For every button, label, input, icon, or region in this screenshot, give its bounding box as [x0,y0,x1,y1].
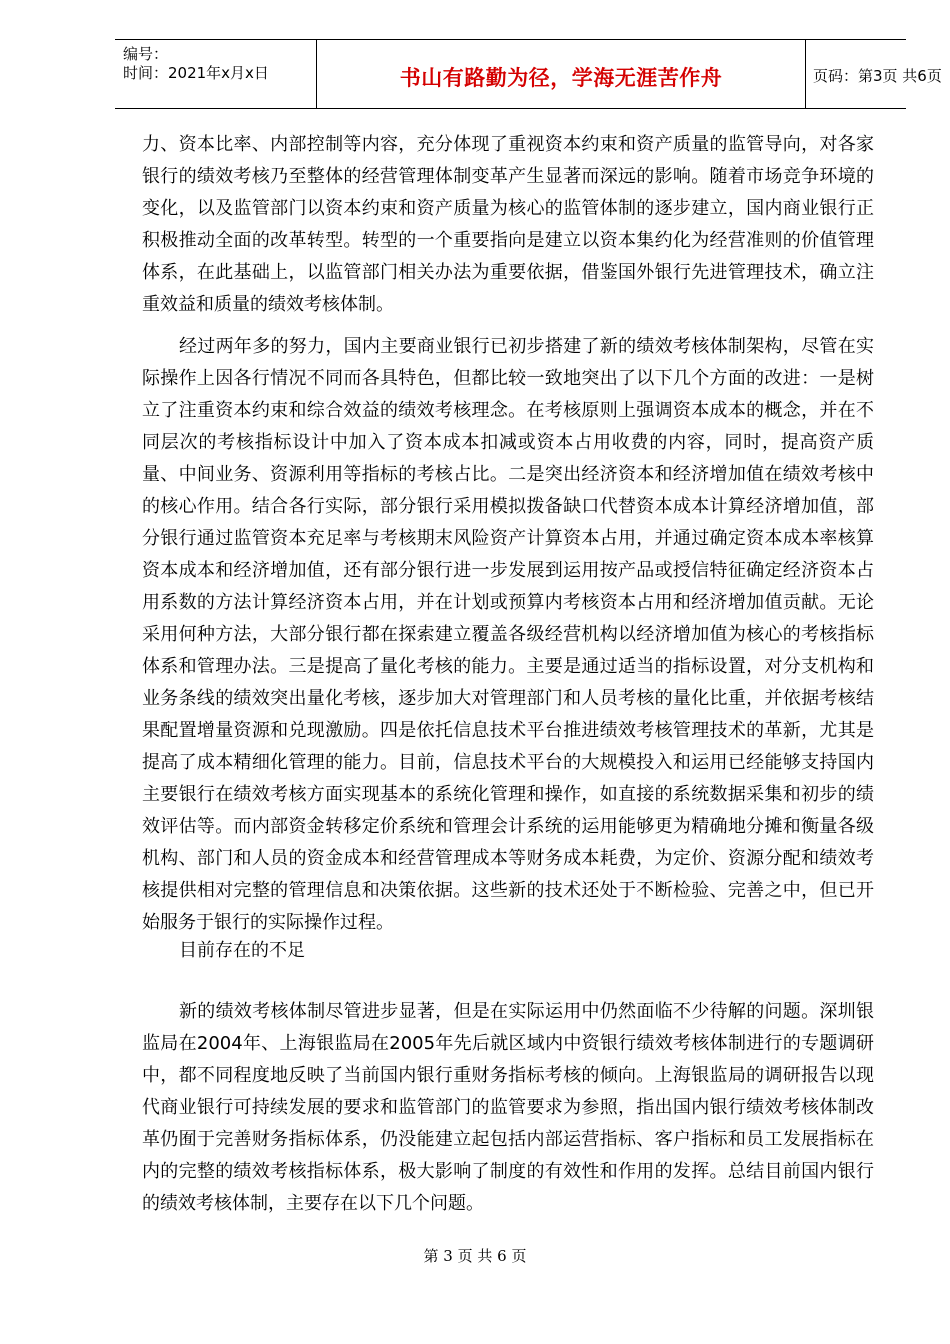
paragraph-2-block [142,331,874,939]
body-paragraph: 新的绩效考核体制尽管进步显著，但是在实际运用中仍然面临不少待解的问题。深圳银监局在2004年、上海银监局在2005年先后就区域内中资银行绩效考核体制进行的专题调研中，都不同程度地反映了当前国内银行重财务指标考核的倾向。上海银监局的调研报告以现代商业银行可持续发展的要求和监管部门的监管要求为参照，指出国内银行绩效考核体制改革仍囿于完善财务指标体系，仍没能建立起包括内部运营指标、客户指标和员工发展指标在内的完整的绩效考核指标体系，极大影响了制度的有效性和作用的发挥。总结目前国内银行的绩效考核体制，主要存在以下几个问题。 [142,1001,874,1214]
header-motto: 书山有路勤为径，学海无涯苦作舟 [399,65,723,90]
header-page-cell [805,40,942,108]
page-footer: 第 3 页 共 6 页 [423,1247,527,1265]
header-motto-cell [316,40,806,108]
document-header [115,39,942,109]
header-page-label: 页码：第3页 共6页 [813,67,942,85]
body-paragraph: 经过两年多的努力，国内主要商业银行已初步搭建了新的绩效考核体制架构，尽管在实际操作上因各行情况不同而各具特色，但都比较一致地突出了以下几个方面的改进：一是树立了注重资本约束和综合效益的绩效考核理念。在考核原则上强调资本成本的概念，并在不同层次的考核指标设计中加入了资本成本扣减或资本占用收费的内容，同时，提高资产质量、中间业务、资源利用等指标的考核占比。二是突出经济资本和经济增加值在绩效考核中的核心作用。结合各行实际，部分银行采用模拟拨备缺口代替资本成本计算经济增加值，部分银行通过监管资本充足率与考核期末风险资产计算资本占用，并通过确定资本成本率核算资本成本和经济增加值，还有部分银行进一步发展到运用按产品或授信特征确定经济资本占用系数的方法计算经济资本占用，并在计划或预算内考核资本占用和经济增加值贡献。无论采用何种方法，大部分银行都在探索建立覆盖各级经营机构以经济增加值为核心的考核指标体系和管理办法。三是提高了量化考核的能力。主要是通过适当的指标设置，对分支机构和业务条线的绩效突出量化考核，逐步加大对管理部门和人员考核的量化比重，并依据考核结果配置增量资源和兑现激励。四是依托信息技术平台推进绩效考核管理技术的革新，尤其是提高了成本精细化管理的能力。目前，信息技术平台的大规模投入和运用已经能够支持国内主要银行在绩效考核方面实现基本的系统化管理和操作，如直接的系统数据采集和初步的绩效评估等。而内部资金转移定价系统和管理会计系统的运用能够更为精确地分摊和衡量各级机构、部门和人员的资金成本和经营管理成本等财务成本耗费，为定价、资源分配和绩效考核提供相对完整的管理信息和决策依据。这些新的技术还处于不断检验、完善之中，但已开始服务于银行的实际操作过程。 [142,336,874,933]
body-paragraph: 力、资本比率、内部控制等内容，充分体现了重视资本约束和资产质量的监管导向，对各家银行的绩效考核乃至整体的经营管理体制变革产生显著而深远的影响。随着市场竞争环境的变化，以及监管部门以资本约束和资产质量为核心的监管体制的逐步建立，国内商业银行正积极推动全面的改革转型。转型的一个重要指向是建立以资本集约化为经营准则的价值管理体系，在此基础上，以监管部门相关办法为重要依据，借鉴国外银行先进管理技术，确立注重效益和质量的绩效考核体制。 [142,134,874,315]
paragraph-1-block [142,129,874,321]
section-heading: 目前存在的不足 [179,940,305,961]
time-label: 时间：2021年x月x日 [123,64,269,82]
header-meta-cell [115,40,316,108]
section-heading-block [142,935,874,967]
paragraph-3-block [142,996,874,1220]
number-label: 编号： [123,45,169,63]
